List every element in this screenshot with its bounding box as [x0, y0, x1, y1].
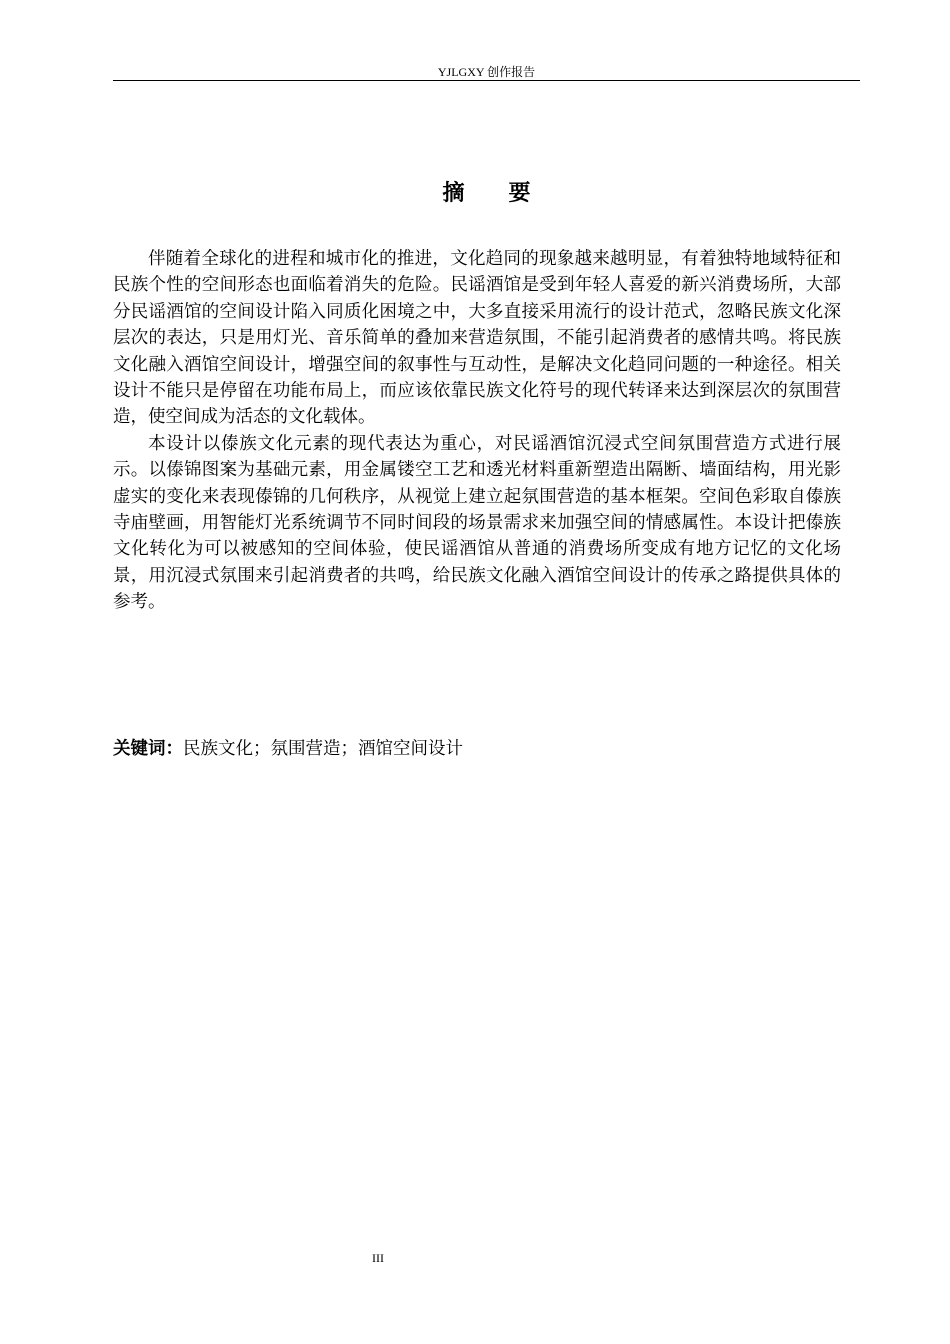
abstract-paragraph-2: 本设计以傣族文化元素的现代表达为重心，对民谣酒馆沉浸式空间氛围营造方式进行展示。以傣锦图案为基础元素，用金属镂空工艺和透光材料重新塑造出隔断、墙面结构，用光影虚实的变化来表现傣锦的几何秩序，从视觉上建立起氛围营造的基本框架。空间色彩取自傣族寺庙壁画，用智能灯光系统调节不同时间段的场景需求来加强空间的情感属性。本设计把傣族文化转化为可以被感知的空间体验，使民谣酒馆从普通的消费场所变成有地方记忆的文化场景，用沉浸式氛围来引起消费者的共鸣，给民族文化融入酒馆空间设计的传承之路提供具体的参考。 — [113, 433, 841, 613]
running-header: YJLGXY 创作报告 — [437, 65, 536, 79]
page-title: 摘要 — [442, 181, 575, 206]
header-rule — [113, 80, 860, 81]
abstract-body — [113, 246, 841, 616]
keywords-label: 关键词： — [113, 739, 183, 759]
page-number: III — [372, 1251, 384, 1265]
abstract-paragraph-1: 伴随着全球化的进程和城市化的推进，文化趋同的现象越来越明显，有着独特地域特征和民族个性的空间形态也面临着消失的危险。民谣酒馆是受到年轻人喜爱的新兴消费场所，大部分民谣酒馆的空间设计陷入同质化困境之中，大多直接采用流行的设计范式，忽略民族文化深层次的表达，只是用灯光、音乐简单的叠加来营造氛围，不能引起消费者的感情共鸣。将民族文化融入酒馆空间设计，增强空间的叙事性与互动性，是解决文化趋同问题的一种途径。相关设计不能只是停留在功能布局上，而应该依靠民族文化符号的现代转译来达到深层次的氛围营造，使空间成为活态的文化载体。 — [113, 249, 841, 428]
keywords-line — [113, 735, 841, 763]
keywords-value: 民族文化；氛围营造；酒馆空间设计 — [183, 739, 463, 759]
